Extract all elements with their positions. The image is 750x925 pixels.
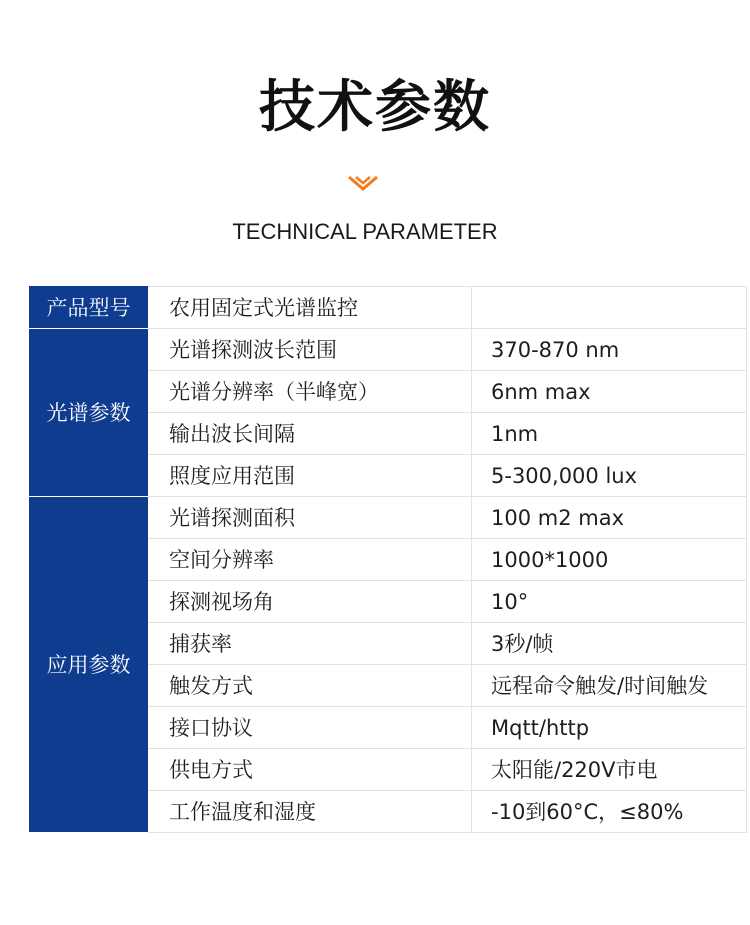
param-value: 100 m2 max (472, 497, 747, 539)
spec-table (29, 286, 747, 833)
param-name: 照度应用范围 (148, 455, 472, 497)
table-row (30, 329, 747, 371)
category-cell: 产品型号 (30, 287, 148, 329)
param-value: 1000*1000 (472, 539, 747, 581)
param-name: 光谱探测波长范围 (148, 329, 472, 371)
param-name: 触发方式 (148, 665, 472, 707)
param-name: 光谱分辨率（半峰宽） (148, 371, 472, 413)
param-name: 空间分辨率 (148, 539, 472, 581)
category-cell: 光谱参数 (30, 329, 148, 497)
param-value: 太阳能/220V市电 (472, 749, 747, 791)
page-title: 技术参数 (259, 75, 491, 140)
category-cell: 应用参数 (30, 497, 148, 833)
param-value: -10到60°C，≤80% (472, 791, 747, 833)
param-name: 输出波长间隔 (148, 413, 472, 455)
page-subtitle: TECHNICAL PARAMETER (232, 219, 498, 244)
param-value: 5-300,000 lux (472, 455, 747, 497)
table-row (30, 497, 747, 539)
param-value: 远程命令触发/时间触发 (472, 665, 747, 707)
param-name: 农用固定式光谱监控 (148, 287, 472, 329)
param-name: 工作温度和湿度 (148, 791, 472, 833)
param-value: Mqtt/http (472, 707, 747, 749)
table-row (30, 287, 747, 329)
param-name: 探测视场角 (148, 581, 472, 623)
param-value: 3秒/帧 (472, 623, 747, 665)
param-name: 供电方式 (148, 749, 472, 791)
param-name: 捕获率 (148, 623, 472, 665)
param-value (472, 287, 747, 329)
param-value: 1nm (472, 413, 747, 455)
param-name: 光谱探测面积 (148, 497, 472, 539)
param-value: 6nm max (472, 371, 747, 413)
param-value: 370-870 nm (472, 329, 747, 371)
param-name: 接口协议 (148, 707, 472, 749)
chevron-down-icon (347, 174, 379, 192)
param-value: 10° (472, 581, 747, 623)
